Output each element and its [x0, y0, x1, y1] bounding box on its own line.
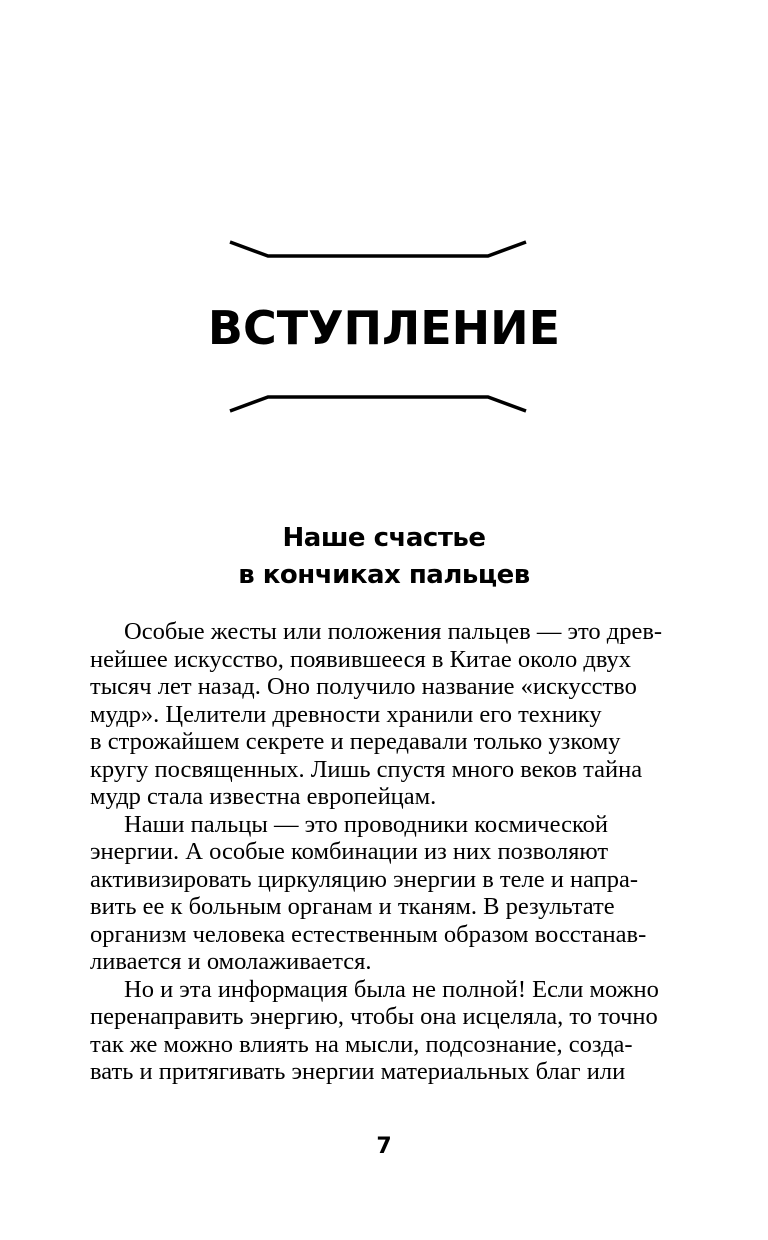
text-line: энергии. А особые комбинации из них позволяют: [90, 838, 609, 865]
text-line: мудр стала известна европейцам.: [90, 783, 437, 810]
text-line: вать и притягивать энергии материальных благ или: [90, 1058, 626, 1085]
chapter-title: ВСТУПЛЕНИЕ: [207, 301, 561, 355]
page-number: 7: [376, 1134, 392, 1159]
text-line: тысяч лет назад. Оно получило название «искусство: [90, 673, 637, 700]
section-title-line-2: в кончиках пальцев: [238, 560, 530, 590]
paragraph-2: [90, 811, 668, 976]
bottom-ornament-divider: [228, 393, 528, 413]
text-line: кругу посвященных. Лишь спустя много веков тайна: [90, 755, 643, 783]
text-line: активизировать циркуляцию энергии в теле и напра-: [90, 865, 639, 893]
text-line: Особые жесты или положения пальцев — это древ-: [124, 618, 663, 645]
text-line: перенаправить энергию, чтобы она исцеляла, то точно: [90, 1003, 658, 1030]
text-line: организм человека естественным образом восстанав-: [90, 920, 647, 948]
paragraph-3: [90, 976, 668, 1086]
section-title-line-1: Наше счастье: [282, 523, 486, 553]
text-line: Но и эта информация была не полной! Если можно: [124, 975, 659, 1003]
text-line: нейшее искусство, появившееся в Китае около двух: [90, 645, 632, 673]
text-line: Наши пальцы — это проводники космической: [124, 810, 608, 838]
body-text: [90, 618, 668, 1086]
paragraph-1: [90, 618, 668, 811]
text-line: ливается и омолаживается.: [90, 948, 372, 975]
text-line: вить ее к больным органам и тканям. В результате: [90, 893, 615, 920]
top-ornament-divider: [228, 240, 528, 260]
text-line: так же можно влиять на мысли, подсознание, созда-: [90, 1030, 633, 1058]
text-line: в строжайшем секрете и передавали только узкому: [90, 728, 621, 755]
text-line: мудр». Целители древности хранили его технику: [90, 700, 602, 728]
section-title: [0, 520, 768, 594]
